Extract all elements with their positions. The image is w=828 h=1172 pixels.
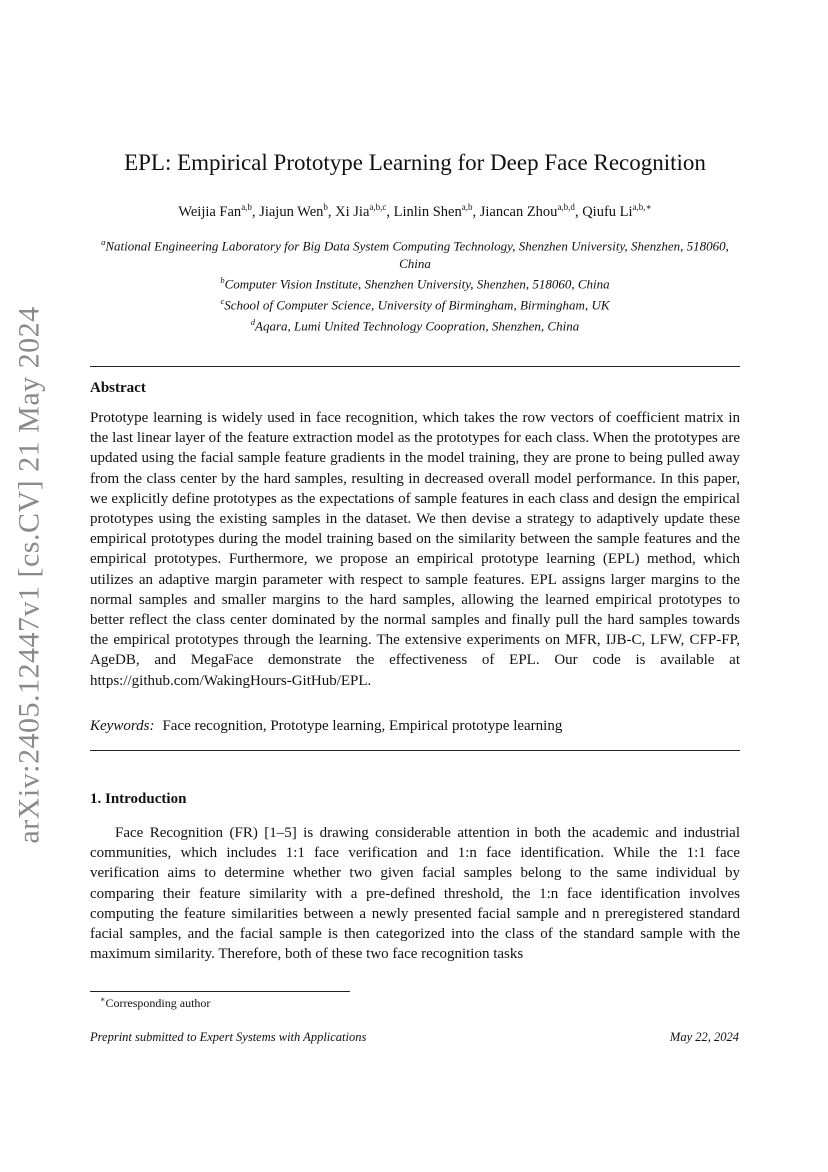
- abstract-bottom-divider: [90, 750, 740, 751]
- footnote-text: Corresponding author: [105, 996, 211, 1010]
- author-list: Weijia Fan$^{a,b}$, Jiajun Wen$^b$, Xi Jia$^{a,b,c}$, Linlin Shen$^{a,b}$, Jiancan Zhou$^{a,b,d}$, Qiufu $Li^{a,b,∗}$: [178, 202, 652, 220]
- section-heading-introduction: 1. Introduction: [90, 791, 187, 807]
- introduction-paragraph: Face Recognition (FR) [1–5] is drawing considerable attention in both the academic and industrial communities, which includes 1:1 face verification and 1:n face identification. While the 1:1 face verification aims to determine whether two given facial samples belong to the same individual by comparing their feature similarity with a pre-defined threshold, the 1:n face identification involves computing the feature similarities between a newly presented facial sample and n preregistered standard facial samples, and the facial sample is then categorized into the class of the standard sample with the maximum similarity. Therefore, both of these two face recognition tasks: [90, 825, 740, 963]
- author-name: Weijia Fan: [178, 203, 242, 220]
- author-affiliation-mark: a,b,∗: [632, 202, 652, 212]
- affiliation-mark: d: [250, 316, 256, 327]
- affiliation-list: [90, 234, 740, 335]
- affiliation-item: [90, 293, 740, 314]
- abstract-top-divider: [90, 366, 740, 367]
- footnote-mark: ∗: [100, 995, 106, 1004]
- abstract-text: Prototype learning is widely used in face recognition, which takes the row vectors of coefficient matrix in the last linear layer of the feature extraction model as the prototypes for each class. When the prototypes are updated using the facial sample feature gradients in the model training, they are prone to being pulled away from the class center by the hard samples, resulting in decreased overall model performance. In this paper, we explicitly define prototypes as the expectations of sample features in each class and design the empirical prototypes using the existing samples in the dataset. We then devise a strategy to adaptively update these empirical prototypes during the model training based on the similarity between the sample features and the empirical prototypes. Furthermore, we propose an empirical prototype learning (EPL) method, which utilizes an adaptive margin parameter with respect to sample features. EPL assigns larger margins to the normal samples and smaller margins to the hard samples, allowing the learned empirical prototypes to better reflect the class center dominated by the normal samples and finally pull the hard samples towards the empirical prototypes through the learning. The extensive experiments on MFR, IJB-C, LFW, CFP-FP, AgeDB, and MegaFace demonstrate the effectiveness of EPL. Our code is available at https://github.com/WakingHours-GitHub/EPL.: [90, 410, 740, 689]
- author-name: Qiufu Li: [582, 203, 633, 220]
- affiliation-text: Aqara, Lumi United Technology Coopration, Shenzhen, China: [255, 318, 580, 334]
- affiliation-text: National Engineering Laboratory for Big Data System Computing Technology, Shenzhen University, Shenzhen, 518060, China: [105, 238, 729, 271]
- author-affiliation-mark: a,b,d: [557, 202, 575, 212]
- author-affiliation-mark: a,b: [461, 202, 473, 212]
- abstract-heading: Abstract: [90, 380, 146, 396]
- affiliation-item: [90, 314, 740, 335]
- affiliation-item: [90, 272, 740, 293]
- arxiv-identifier-text: arXiv:2405.12447v1 [cs.CV] 21 May 2024: [13, 306, 46, 844]
- arxiv-identifier-stamp: [6, 306, 54, 844]
- keywords-text: Face recognition, Prototype learning, Empirical prototype learning: [162, 718, 563, 734]
- affiliation-mark: a: [101, 237, 106, 247]
- affiliation-text: Computer Vision Institute, Shenzhen University, Shenzhen, 518060, China: [224, 276, 610, 292]
- affiliation-item: [90, 234, 740, 272]
- footnote: [100, 995, 210, 1011]
- author-name: Linlin Shen: [393, 203, 462, 220]
- footer-journal: Preprint submitted to Expert Systems with Applications: [90, 1030, 367, 1044]
- author-name: Jiancan Zhou: [479, 203, 558, 220]
- keywords-line: [90, 718, 562, 735]
- affiliation-text: School of Computer Science, University of Birmingham, Birmingham, UK: [224, 297, 610, 313]
- author-affiliation-mark: b: [323, 202, 328, 212]
- author-name: Jiajun Wen: [259, 203, 324, 220]
- affiliation-mark: b: [220, 275, 225, 286]
- author-name: Xi Jia: [335, 203, 370, 220]
- keywords-label: Keywords:: [90, 718, 155, 734]
- author-affiliation-mark: a,b: [241, 202, 252, 212]
- author-affiliation-mark: a,b,c: [369, 202, 387, 212]
- footer-date: May 22, 2024: [669, 1030, 739, 1044]
- footnote-divider: [90, 991, 350, 992]
- paper-title: EPL: Empirical Prototype Learning for Deep Face Recognition: [124, 150, 706, 175]
- affiliation-mark: c: [220, 296, 225, 307]
